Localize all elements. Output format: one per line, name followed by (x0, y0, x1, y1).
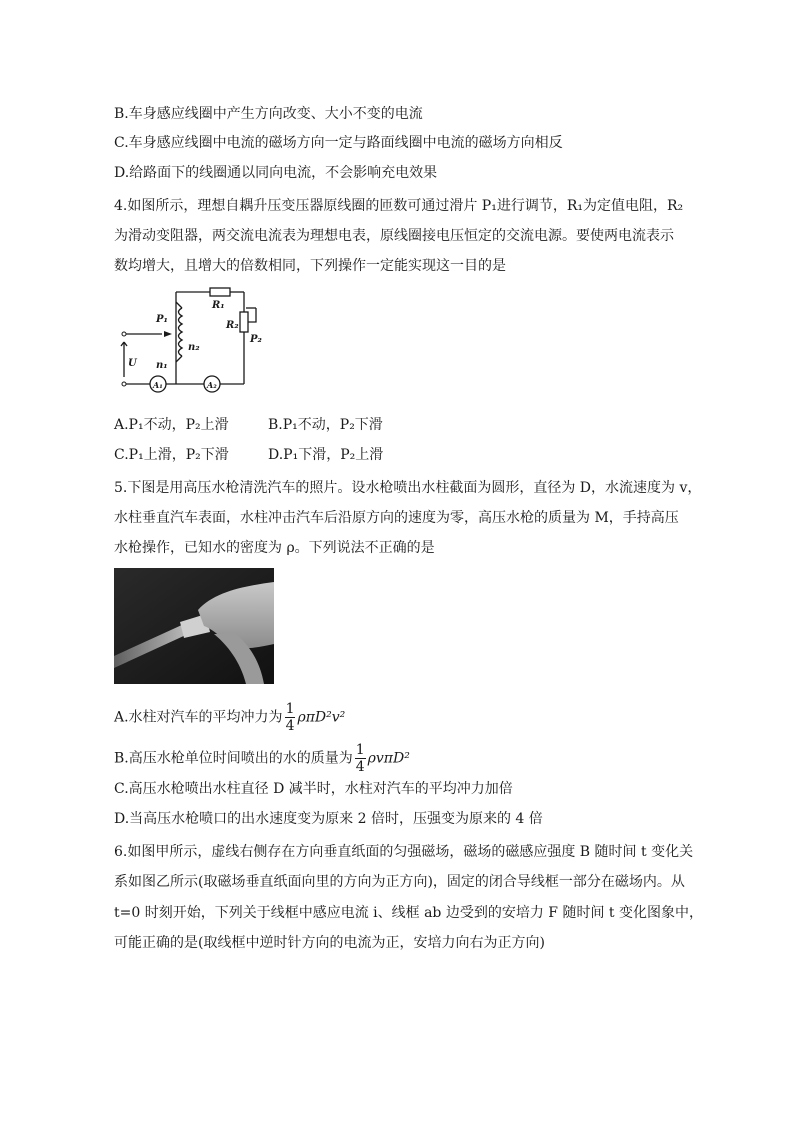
q4-option-a: A.P₁不动，P₂上滑 (114, 417, 229, 433)
q5-option-b (114, 742, 410, 775)
q5-option-a-expression: ρπD²v² (297, 709, 346, 726)
fraction-numerator: 1 (285, 701, 295, 717)
label-a1: A₁ (153, 380, 163, 390)
label-a2: A₂ (207, 380, 217, 390)
q5-car-wash-photo (114, 568, 274, 684)
q4-options-row-2 (114, 445, 384, 465)
label-p2: P₂ (250, 334, 262, 345)
q4-option-d: D.P₁下滑，P₂上滑 (268, 447, 384, 463)
q5-option-b-text: B.高压水枪单位时间喷出的水的质量为 (114, 750, 353, 767)
q6-stem-line-4: 可能正确的是(取线框中逆时针方向的电流为正，安培力向右为正方向) (114, 935, 545, 951)
q6-stem-line-1: 6.如图甲所示，虚线右侧存在方向垂直纸面的匀强磁场，磁场的磁感应强度 B 随时间 t 变化关 (114, 844, 694, 860)
fraction-denominator: 4 (285, 718, 295, 734)
q5-stem-line-3: 水枪操作，已知水的密度为 ρ。下列说法不正确的是 (114, 540, 435, 556)
label-p1: P₁ (156, 314, 168, 325)
q5-stem-line-2: 水柱垂直汽车表面，水柱冲击汽车后沿原方向的速度为零，高压水枪的质量为 M，手持高压 (114, 510, 679, 526)
q3-option-d: D.给路面下的线圈通以同向电流，不会影响充电效果 (114, 165, 438, 181)
q6-stem-line-3: t=0 时刻开始，下列关于线框中感应电流 i、线框 ab 边受到的安培力 F 随时间 t 变化图象中， (114, 905, 703, 921)
q5-option-c: C.高压水枪喷出水柱直径 D 减半时，水柱对汽车的平均冲力加倍 (114, 781, 513, 797)
q5-option-d: D.当高压水枪喷口的出水速度变为原来 2 倍时，压强变为原来的 4 倍 (114, 811, 543, 827)
q5-option-b-expression: ρvπD² (367, 750, 410, 767)
label-n1: n₁ (156, 360, 168, 371)
label-n2: n₂ (188, 342, 200, 353)
q5-option-a-text: A.水柱对汽车的平均冲力为 (114, 709, 283, 726)
fraction-denominator: 4 (355, 759, 365, 775)
q5-stem-line-1: 5.下图是用高压水枪清洗汽车的照片。设水枪喷出水柱截面为圆形，直径为 D，水流速度为 v， (114, 480, 702, 496)
q5-option-b-fraction (355, 742, 366, 775)
label-u: U (128, 358, 137, 369)
q3-option-c: C.车身感应线圈中电流的磁场方向一定与路面线圈中电流的磁场方向相反 (114, 135, 563, 151)
q4-stem-line-3: 数均增大，且增大的倍数相同，下列操作一定能实现这一目的是 (114, 258, 506, 274)
q4-option-b: B.P₁不动，P₂下滑 (268, 417, 383, 433)
q5-option-a (114, 701, 345, 734)
label-r2: R₂ (226, 320, 239, 331)
q4-option-c: C.P₁上滑，P₂下滑 (114, 447, 229, 463)
q3-option-b: B.车身感应线圈中产生方向改变、大小不变的电流 (114, 106, 423, 122)
q4-options-row-1 (114, 415, 383, 435)
fraction-numerator: 1 (355, 742, 365, 758)
q4-circuit-diagram (114, 282, 274, 402)
q4-stem-line-2: 为滑动变阻器，两交流电流表为理想电表，原线圈接电压恒定的交流电源。要使两电流表示 (114, 228, 674, 244)
q5-option-a-fraction (285, 701, 296, 734)
q6-stem-line-2: 系如图乙所示(取磁场垂直纸面向里的方向为正方向)，固定的闭合导线框一部分在磁场内。从 (114, 874, 685, 890)
label-r1: R₁ (212, 300, 225, 311)
q4-stem-line-1: 4.如图所示，理想自耦升压变压器原线圈的匝数可通过滑片 P₁进行调节，R₁为定值电阻，R₂ (114, 198, 684, 214)
